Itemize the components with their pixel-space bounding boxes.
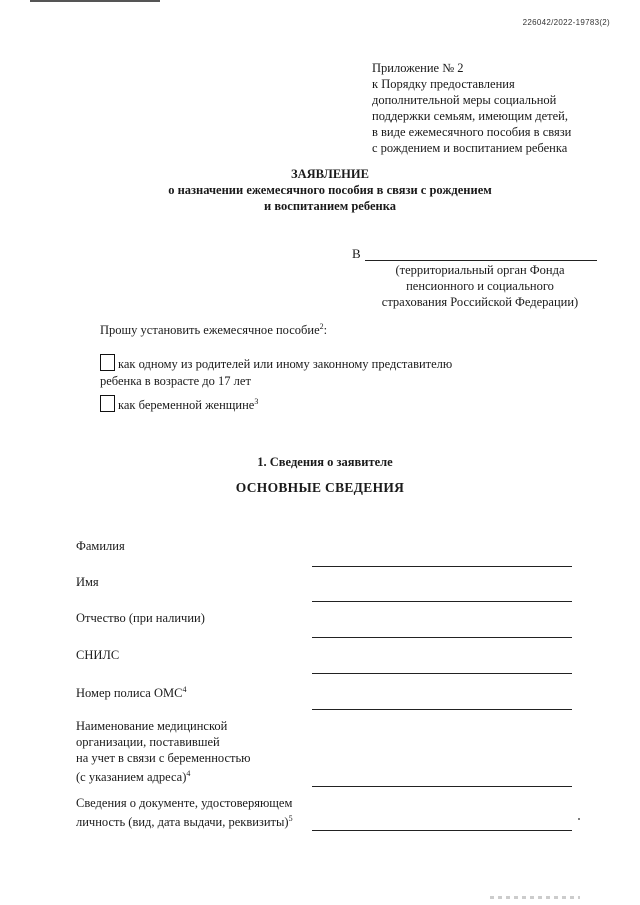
subsection-title: ОСНОВНЫЕ СВЕДЕНИЯ (235, 480, 405, 495)
document-id: 226042/2022-19783(2) (522, 18, 610, 27)
id-document-input-line[interactable] (312, 830, 572, 831)
appendix-line: Приложение № 2 (372, 61, 464, 75)
request-text: Прошу установить ежемесячное пособие$^2$: (100, 322, 328, 338)
field-label (76, 682, 576, 701)
recipient-hint-line: (территориальный орган Фонда (395, 263, 565, 277)
field-snils (76, 647, 576, 663)
top-rule (30, 0, 160, 2)
appendix-line: с рождением и воспитанием ребенка (372, 141, 568, 155)
field-patronymic (76, 610, 576, 626)
surname-input-line[interactable] (312, 566, 572, 567)
option-parent-label: как одному из родителей или иному законному представителю (118, 357, 453, 371)
section-title: 1. Сведения о заявителе (257, 455, 393, 469)
scan-dot (578, 818, 580, 820)
footnote-ref: 3 (254, 397, 259, 406)
appendix-line: в виде ежемесячного пособия в связи (372, 125, 572, 139)
footnote-ref: 2 (319, 322, 324, 331)
field-label-line: организации, поставившей (76, 735, 220, 749)
field-label-line: Наименование медицинской (76, 719, 228, 733)
oms-label: Номер полиса ОМС (76, 686, 183, 701)
field-label: Фамилия (76, 539, 125, 553)
appendix-line: дополнительной меры социальной (372, 93, 557, 107)
document-title-block (0, 166, 640, 214)
checkbox-pregnant[interactable] (100, 395, 115, 412)
field-id-document (76, 795, 576, 830)
option-pregnant (100, 394, 258, 413)
oms-input-line[interactable] (312, 709, 572, 710)
field-label-line: Сведения о документе, удостоверяющем (76, 796, 293, 810)
checkbox-parent[interactable] (100, 354, 115, 371)
snils-input-line[interactable] (312, 673, 572, 674)
field-name (76, 574, 576, 590)
recipient-hint-line: страхования Российской Федерации) (381, 295, 579, 309)
footnote-ref: 4 (186, 769, 191, 778)
recipient-prefix: В (352, 246, 361, 261)
recipient-hint (360, 262, 600, 310)
document-title: ЗАЯВЛЕНИЕ (291, 167, 369, 181)
name-input-line[interactable] (312, 601, 572, 602)
field-label: Имя (76, 575, 99, 589)
medorg-label-last: (с указанием адреса) (76, 770, 187, 785)
document-subtitle-line: и воспитанием ребенка (264, 199, 396, 213)
option-pregnant-label: как беременной женщине (118, 398, 255, 413)
footnote-ref: 5 (288, 814, 293, 823)
option-parent-line2: ребенка в возрасте до 17 лет (100, 374, 251, 388)
field-label-line: на учет в связи с беременностью (76, 751, 251, 765)
option-parent (100, 354, 452, 372)
field-surname (76, 538, 576, 554)
field-label-line (76, 811, 576, 830)
appendix-block (372, 60, 571, 156)
medical-org-input-line[interactable] (312, 786, 572, 787)
field-label-line (76, 766, 576, 785)
iddoc-label-last: личность (вид, дата выдачи, реквизиты) (76, 815, 289, 830)
appendix-line: к Порядку предоставления (372, 77, 515, 91)
field-label: СНИЛС (76, 648, 120, 662)
field-oms (76, 682, 576, 701)
footnote-ref: 4 (182, 685, 187, 694)
patronymic-input-line[interactable] (312, 637, 572, 638)
scan-artifact (490, 896, 580, 899)
appendix-line: поддержки семьям, имеющим детей, (372, 109, 568, 123)
document-subtitle-line: о назначении ежемесячного пособия в связи с рождением (168, 183, 492, 197)
recipient-input-line[interactable] (365, 260, 597, 261)
request-label: Прошу установить ежемесячное пособие (100, 323, 320, 338)
field-label: Отчество (при наличии) (76, 611, 205, 625)
recipient-hint-line: пенсионного и социального (406, 279, 554, 293)
field-medical-org (76, 718, 576, 785)
